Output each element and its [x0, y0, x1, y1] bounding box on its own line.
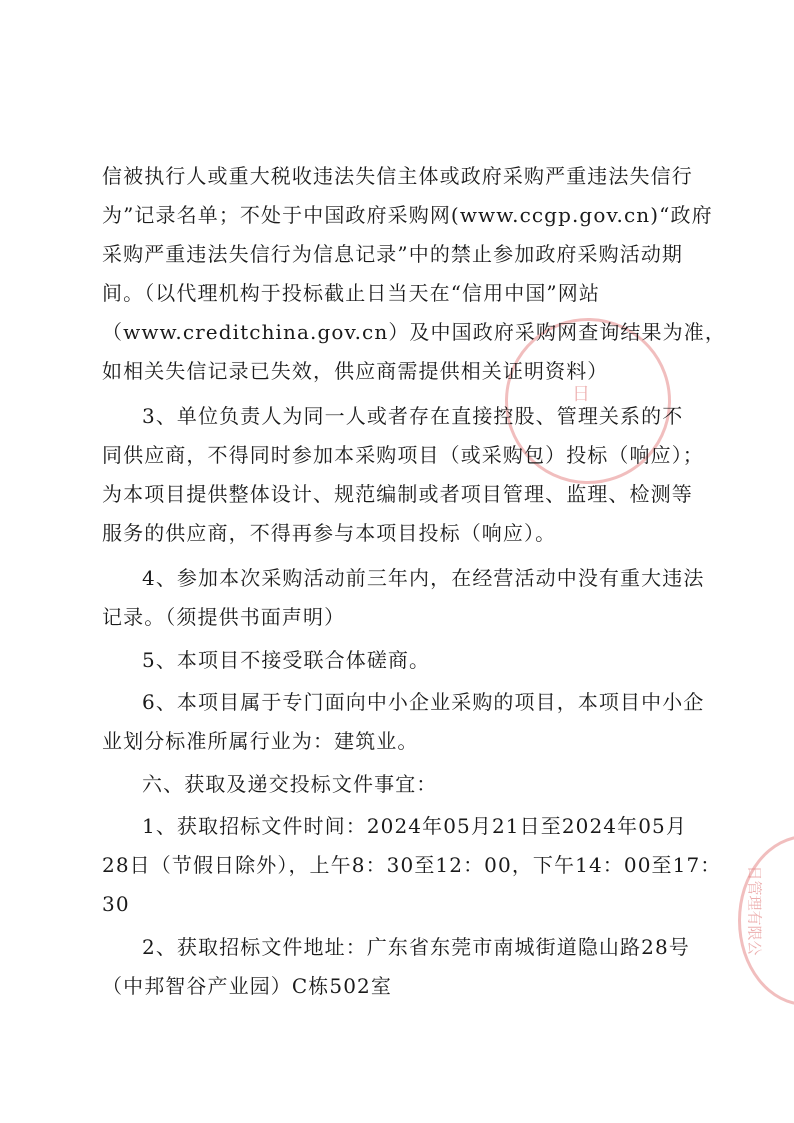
text-line: 5、本项目不接受联合体磋商。 [142, 648, 431, 672]
section-heading: 六、获取及递交投标文件事宜： [142, 772, 438, 796]
text-line: （中邦智谷产业园）C栋502室 [102, 974, 392, 998]
text-line: 为”记录名单；不处于中国政府采购网(www.ccgp.gov.cn)“政府 [102, 203, 713, 227]
text-line: 1、获取招标文件时间：2024年05月21日至2024年05月 [142, 814, 687, 838]
company-seal-text: 日 [572, 384, 590, 405]
text-line: 信被执行人或重大税收违法失信主体或政府采购严重违法失信行 [102, 164, 693, 188]
text-line: 记录。（须提供书面声明） [102, 605, 346, 629]
text-line: 间。（以代理机构于投标截止日当天在“信用中国”网站 [102, 281, 600, 305]
text-line: 如相关失信记录已失效，供应商需提供相关证明资料） [102, 359, 609, 383]
text-line: 采购严重违法失信行为信息记录”中的禁止参加政府采购活动期 [102, 242, 684, 266]
text-line: 服务的供应商，不得再参与本项目投标（响应）。 [102, 521, 557, 545]
text-line: 28日（节假日除外），上午8：30至12：00，下午14：00至17： [102, 853, 722, 877]
text-line: 30 [102, 892, 130, 916]
text-line: （www.creditchina.gov.cn）及中国政府采购网查询结果为准， [102, 320, 726, 344]
text-line: 业划分标准所属行业为：建筑业。 [102, 729, 419, 753]
text-line: 6、本项目属于专门面向中小企业采购的项目，本项目中小企 [142, 690, 705, 714]
text-line: 为本项目提供整体设计、规范编制或者项目管理、监理、检测等 [102, 482, 693, 506]
text-line: 4、参加本次采购活动前三年内，在经营活动中没有重大违法 [142, 566, 705, 590]
edge-seal-text: 日管理有限公 [745, 865, 764, 956]
text-line: 3、单位负责人为同一人或者存在直接控股、管理关系的不 [142, 404, 684, 428]
text-line: 2、获取招标文件地址：广东省东莞市南城街道隐山路28号 [142, 935, 690, 959]
text-line: 同供应商，不得同时参加本采购项目（或采购包）投标（响应）； [102, 443, 704, 467]
